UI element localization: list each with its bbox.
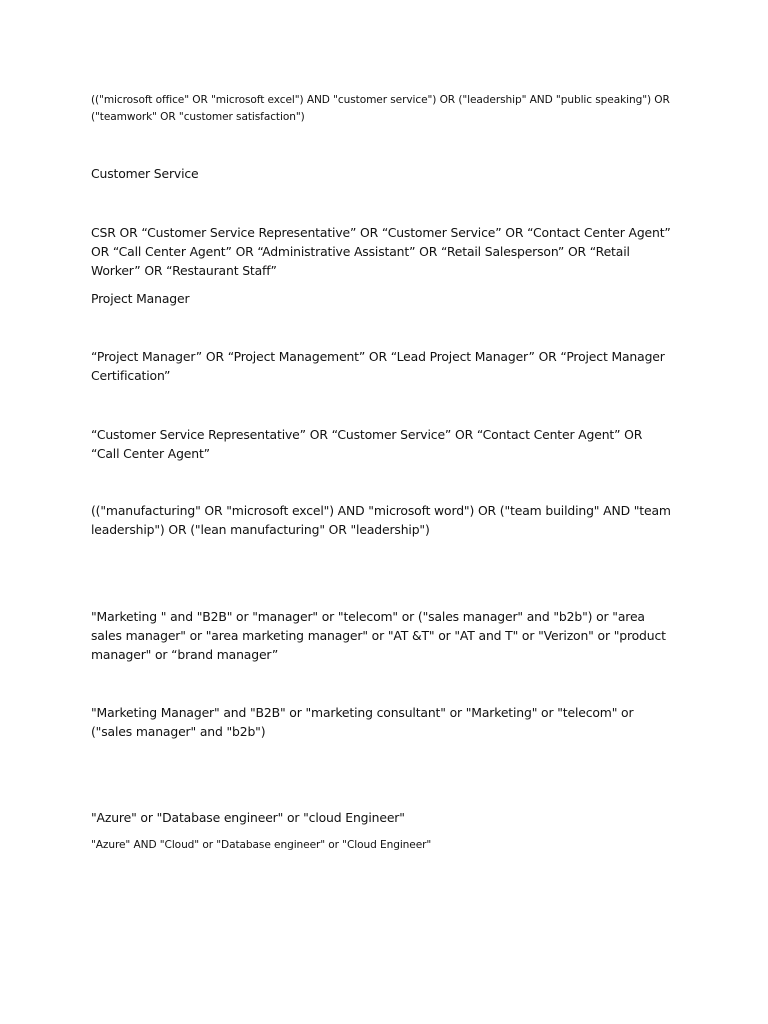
heading-project-manager: Project Manager [91, 291, 190, 306]
boolean-query-customer-service-representative: “Customer Service Representative” OR “Customer Service” OR “Contact Center Agent” OR “Call Center Agent” [91, 427, 643, 461]
heading-customer-service: Customer Service [91, 166, 199, 181]
boolean-query-azure-database: "Azure" or "Database engineer" or "cloud Engineer" [91, 810, 405, 825]
boolean-query-customer-service-skills: (("microsoft office" OR "microsoft excel") AND "customer service") OR ("leadership" AND "public speaking") OR ("teamwork" OR "customer satisfaction") [91, 94, 670, 123]
boolean-query-azure-cloud: "Azure" AND "Cloud" or "Database engineer" or "Cloud Engineer" [91, 839, 432, 851]
boolean-query-marketing-b2b: "Marketing " and "B2B" or "manager" or "telecom" or ("sales manager" and "b2b") or "area sales manager" or "area marketing manager" or "AT &T" or "AT and T" or "Verizon" or "product manager" or “brand manager” [91, 609, 666, 662]
boolean-query-marketing-manager: "Marketing Manager" and "B2B" or "marketing consultant" or "Marketing" or "telecom" or ("sales manager" and "b2b") [91, 705, 634, 739]
boolean-query-manufacturing: (("manufacturing" OR "microsoft excel") AND "microsoft word") OR ("team building" AND "team leadership") OR ("lean manufacturing" OR "leadership") [91, 503, 671, 537]
boolean-query-project-manager: “Project Manager” OR “Project Management” OR “Lead Project Manager” OR “Project Manager Certification” [91, 349, 665, 383]
boolean-query-customer-service-titles: CSR OR “Customer Service Representative” OR “Customer Service” OR “Contact Center Agent” OR “Call Center Agent” OR “Administrative Assistant” OR “Retail Salesperson” OR “Retail Worker” OR “Restaurant Staff” [91, 225, 671, 278]
